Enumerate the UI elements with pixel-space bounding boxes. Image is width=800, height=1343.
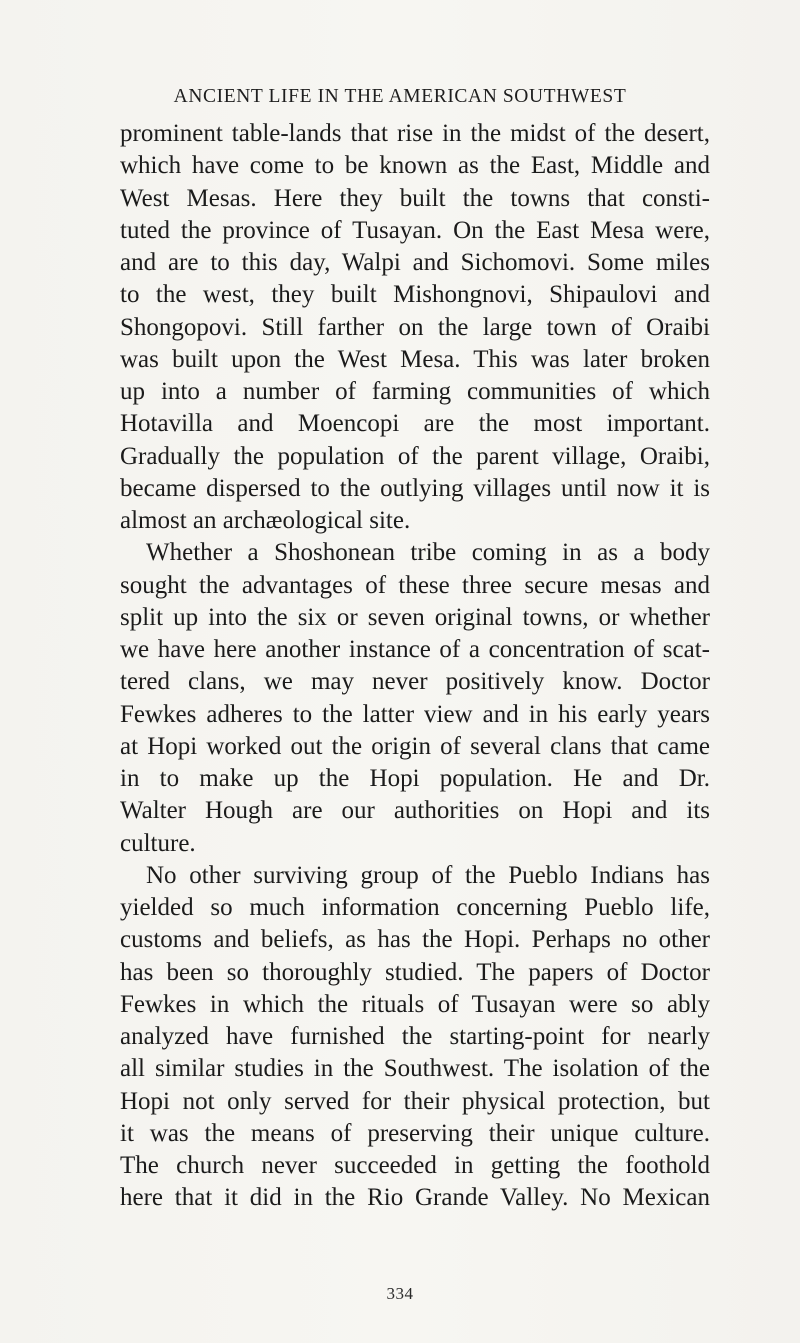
body-text (120, 118, 710, 1215)
text-line: analyzed have furnished the starting-point for nearly (120, 1023, 710, 1050)
text-line: The church never succeeded in getting the foothold (120, 1152, 710, 1179)
text-line: tuted the province of Tusayan. On the East Mesa were, (120, 216, 710, 244)
text-line: No other surviving group of the Pueblo Indians has (146, 861, 710, 889)
text-line: Gradually the population of the parent village, Oraibi, (120, 442, 710, 470)
text-line: Shongopovi. Still farther on the large town of Oraibi (120, 313, 710, 341)
text-line: prominent table-lands that rise in the midst of the desert, (120, 120, 710, 147)
text-line: split up into the six or seven original towns, or whether (120, 603, 710, 631)
text-line: here that it did in the Rio Grande Valley. No Mexican (120, 1184, 710, 1212)
text-line: sought the advantages of these three secure mesas and (120, 571, 710, 599)
text-line: Hopi not only served for their physical protection, but (120, 1087, 710, 1115)
text-line: it was the means of preserving their unique culture. (120, 1119, 710, 1147)
text-line: culture. (120, 829, 196, 857)
text-line: at Hopi worked out the origin of several clans that came (120, 732, 710, 760)
page-number: 334 (386, 1284, 414, 1303)
text-line: all similar studies in the Southwest. The isolation of the (120, 1055, 710, 1083)
text-line: and are to this day, Walpi and Sichomovi. Some miles (120, 249, 710, 276)
text-line: became dispersed to the outlying villages until now it is (120, 474, 710, 502)
text-line: almost an archæological site. (120, 507, 411, 534)
text-line: was built upon the West Mesa. This was later broken (120, 345, 710, 373)
text-line: to the west, they built Mishongnovi, Shipaulovi and (120, 281, 710, 309)
text-line: Walter Hough are our authorities on Hopi and its (120, 797, 710, 825)
text-line: we have here another instance of a concentration of scat- (120, 636, 710, 663)
text-line: has been so thoroughly studied. The papers of Doctor (120, 958, 710, 986)
text-line: Whether a Shoshonean tribe coming in as a body (146, 539, 710, 567)
text-line: yielded so much information concerning Pueblo life, (120, 894, 710, 921)
text-line: Fewkes adheres to the latter view and in his early years (120, 700, 710, 728)
text-line: customs and beliefs, as has the Hopi. Perhaps no other (120, 926, 710, 954)
text-line: which have come to be known as the East, Middle and (120, 152, 710, 180)
text-line: West Mesas. Here they built the towns that consti- (120, 184, 710, 212)
text-line: in to make up the Hopi population. He and Dr. (120, 765, 710, 792)
text-line: tered clans, we may never positively know. Doctor (120, 668, 710, 696)
text-line: Hotavilla and Moencopi are the most important. (120, 410, 710, 438)
text-line: up into a number of farming communities of which (120, 378, 710, 405)
running-head: ANCIENT LIFE IN THE AMERICAN SOUTHWEST (173, 86, 627, 107)
text-line: Fewkes in which the rituals of Tusayan were so ably (120, 990, 710, 1018)
